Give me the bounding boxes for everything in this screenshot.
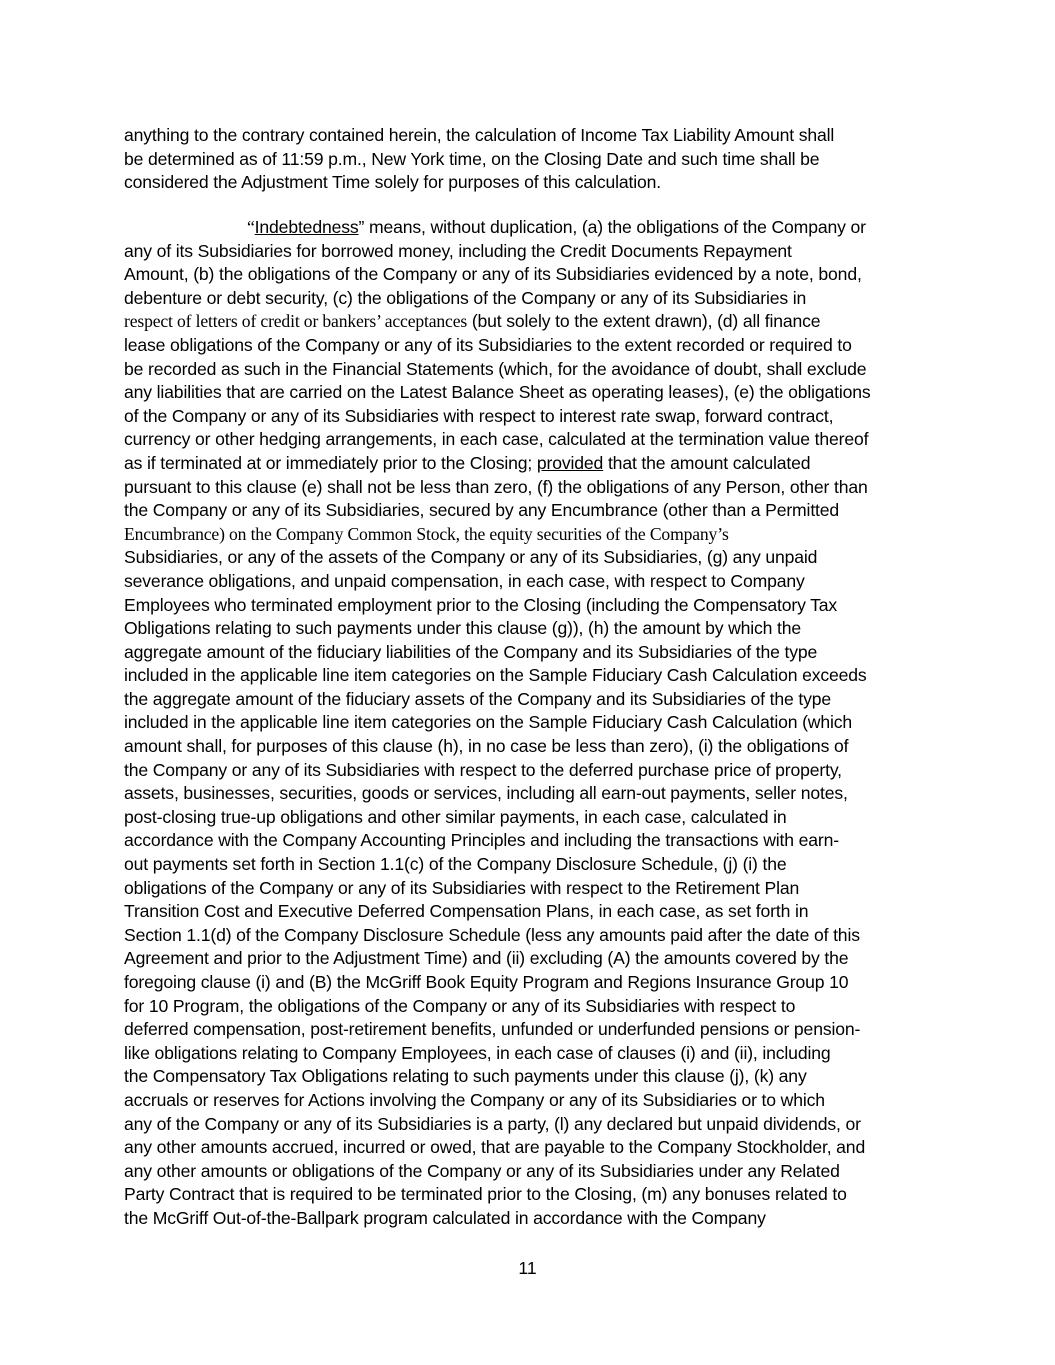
text-line: any other amounts accrued, incurred or owed, that are payable to the Company Stockholder, and [124, 1137, 866, 1158]
paragraph-indebtedness-definition [124, 216, 936, 1231]
text-line: severance obligations, and unpaid compensation, in each case, with respect to Company [124, 570, 805, 591]
text-line: obligations of the Company or any of its Subsidiaries with respect to the Retirement Plan [124, 877, 800, 898]
text-line: any other amounts or obligations of the Company or any of its Subsidiaries under any Related [124, 1160, 840, 1181]
text-line: Encumbrance) on the Company Common Stock, the equity securities of the Company’s [124, 523, 729, 544]
text-line: Agreement and prior to the Adjustment Time) and (ii) excluding (A) the amounts covered by the [124, 948, 849, 969]
text-line: accruals or reserves for Actions involving the Company or any of its Subsidiaries or to which [124, 1089, 825, 1110]
text-line: aggregate amount of the fiduciary liabilities of the Company and its Subsidiaries of the type [124, 641, 818, 662]
text-line: the Company or any of its Subsidiaries with respect to the deferred purchase price of property, [124, 759, 842, 780]
text-run: (but solely to the extent drawn), (d) all finance [467, 311, 821, 332]
text-line: be determined as of 11:59 p.m., New York time, on the Closing Date and such time shall be [124, 148, 820, 169]
text-line: the McGriff Out-of-the-Ballpark program calculated in accordance with the Company [124, 1207, 766, 1228]
page-number: 11 [518, 1258, 537, 1278]
text-line: Obligations relating to such payments under this clause (g)), (h) the amount by which the [124, 618, 802, 639]
text-line: assets, businesses, securities, goods or services, including all earn-out payments, seller notes, [124, 783, 848, 804]
text-line: of the Company or any of its Subsidiaries with respect to interest rate swap, forward contract, [124, 405, 834, 426]
text-line: amount shall, for purposes of this clause (h), in no case be less than zero), (i) the obligations of [124, 736, 849, 757]
text-line: Transition Cost and Executive Deferred Compensation Plans, in each case, as set forth in [124, 901, 809, 922]
text-line: the Company or any of its Subsidiaries, secured by any Encumbrance (other than a Permitted [124, 500, 840, 521]
text-run: as if terminated at or immediately prior to the Closing; [124, 452, 537, 473]
text-line: any of its Subsidiaries for borrowed money, including the Credit Documents Repayment [124, 240, 792, 261]
open-quote: “ [247, 217, 255, 237]
text-line: accordance with the Company Accounting Principles and including the transactions with earn- [124, 830, 839, 851]
text-line: currency or other hedging arrangements, in each case, calculated at the termination value thereof [124, 429, 869, 450]
text-line: included in the applicable line item categories on the Sample Fiduciary Cash Calculation (which [124, 712, 853, 733]
text-line: Subsidiaries, or any of the assets of the Company or any of its Subsidiaries, (g) any unpaid [124, 547, 818, 568]
text-line: included in the applicable line item categories on the Sample Fiduciary Cash Calculation exceeds [124, 665, 867, 686]
text-line [124, 216, 936, 240]
paragraph-income-tax-continuation [124, 124, 936, 195]
serif-text-run: respect of letters of credit or bankers’ acceptances [124, 311, 468, 332]
definition-intro-text: ” means, without duplication, (a) the obligations of the Company or [358, 217, 866, 237]
text-line: out payments set forth in Section 1.1(c) of the Company Disclosure Schedule, (j) (i) the [124, 854, 787, 875]
text-line: be recorded as such in the Financial Statements (which, for the avoidance of doubt, shall exclude [124, 358, 867, 379]
text-line: Section 1.1(d) of the Company Disclosure Schedule (less any amounts paid after the date of this [124, 924, 860, 945]
text-line: for 10 Program, the obligations of the Company or any of its Subsidiaries with respect to [124, 995, 796, 1016]
text-line: considered the Adjustment Time solely for purposes of this calculation. [124, 172, 661, 193]
text-line: debenture or debt security, (c) the obligations of the Company or any of its Subsidiaries in [124, 287, 807, 308]
text-line: anything to the contrary contained herein, the calculation of Income Tax Liability Amount shall [124, 125, 835, 145]
text-line: any liabilities that are carried on the Latest Balance Sheet as operating leases), (e) the obligations [124, 382, 871, 403]
text-line: Employees who terminated employment prior to the Closing (including the Compensatory Tax [124, 594, 838, 615]
text-line: the aggregate amount of the fiduciary assets of the Company and its Subsidiaries of the type [124, 688, 831, 709]
text-line: deferred compensation, post-retirement benefits, unfunded or underfunded pensions or pension- [124, 1019, 861, 1040]
text-line: Amount, (b) the obligations of the Company or any of its Subsidiaries evidenced by a note, bond, [124, 264, 862, 285]
text-line: post-closing true-up obligations and other similar payments, in each case, calculated in [124, 806, 787, 827]
text-line [124, 452, 936, 476]
underlined-provided: provided [536, 452, 604, 473]
text-line: Party Contract that is required to be terminated prior to the Closing, (m) any bonuses related to [124, 1184, 847, 1205]
text-line: like obligations relating to Company Employees, in each case of clauses (i) and (ii), including [124, 1042, 831, 1063]
text-run: that the amount calculated [603, 452, 811, 473]
text-line: pursuant to this clause (e) shall not be less than zero, (f) the obligations of any Person, other than [124, 476, 868, 497]
text-line: any of the Company or any of its Subsidiaries is a party, (l) any declared but unpaid dividends, or [124, 1113, 861, 1134]
defined-term-indebtedness: Indebtedness [254, 217, 359, 237]
text-line [124, 310, 936, 334]
text-line: foregoing clause (i) and (B) the McGriff Book Equity Program and Regions Insurance Group 10 [124, 972, 849, 992]
text-line: the Compensatory Tax Obligations relating to such payments under this clause (j), (k) any [124, 1066, 807, 1087]
text-line: lease obligations of the Company or any of its Subsidiaries to the extent recorded or required to [124, 334, 852, 355]
